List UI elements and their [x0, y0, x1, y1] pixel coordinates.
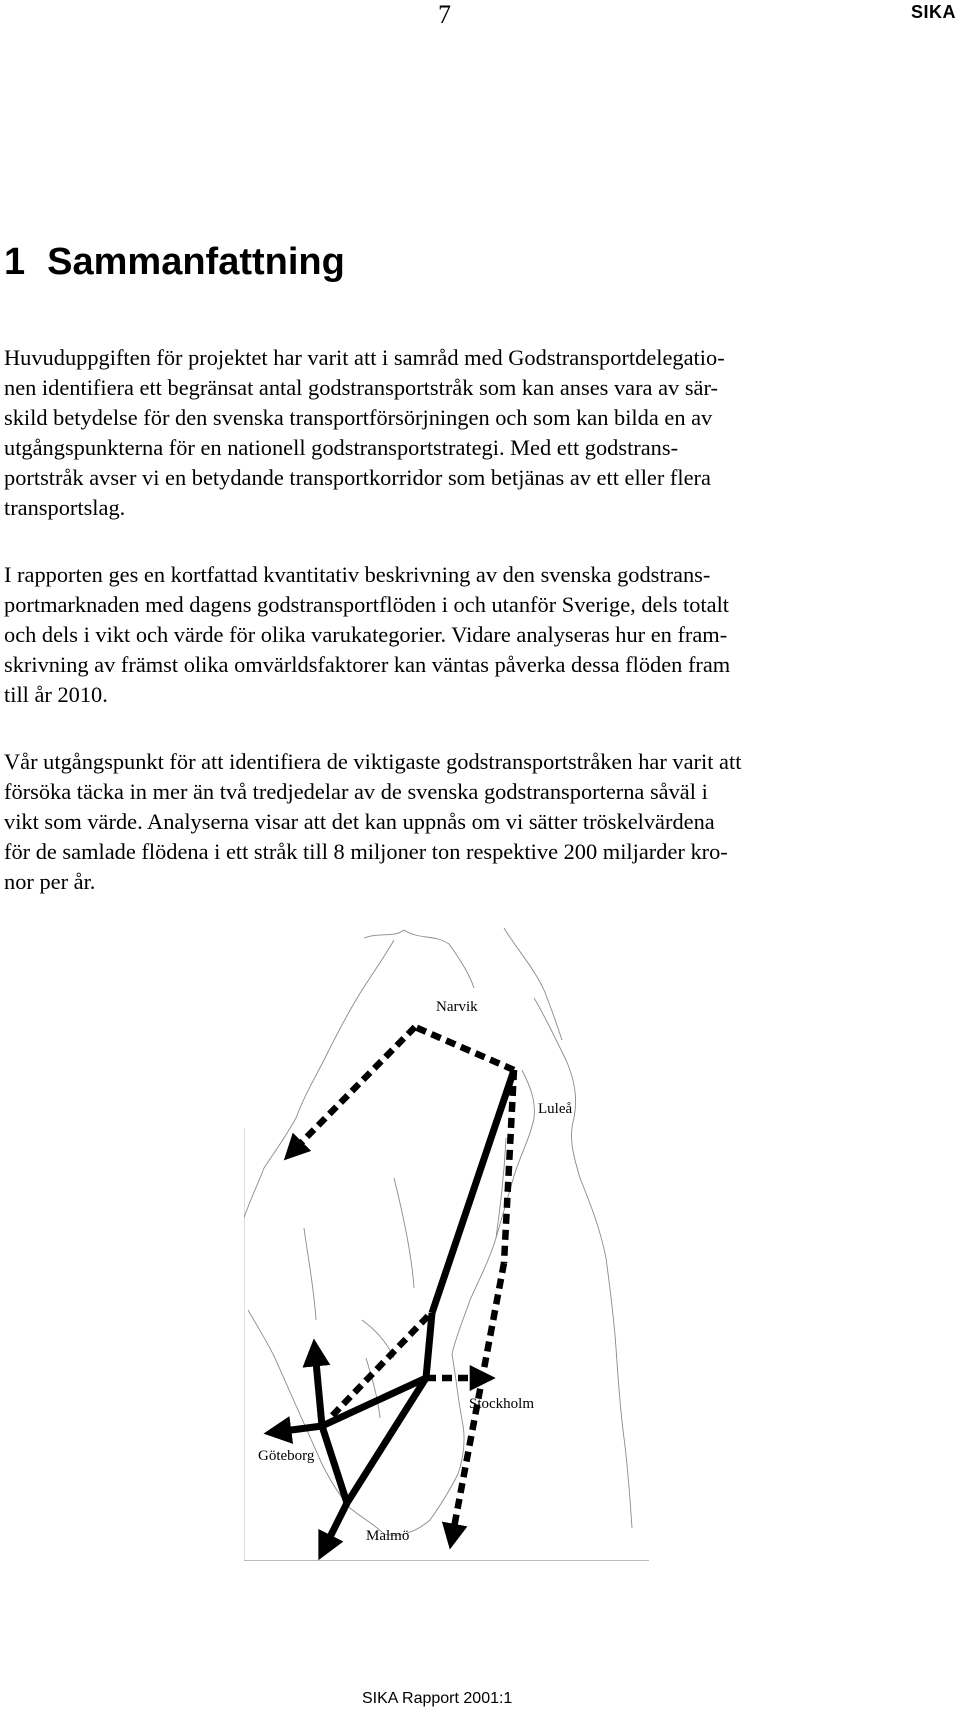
section-number: 1 — [4, 241, 26, 283]
paragraph-line: försöka täcka in mer än två tredjedelar av de svenska godstransporterna såväl i — [4, 779, 708, 804]
solid-corridors — [276, 1070, 514, 1549]
paragraph-1 — [4, 343, 884, 523]
paragraph-line: portmarknaden med dagens godstransportflöden i och utanför Sverige, dels totalt — [4, 592, 730, 617]
paragraph-line: till år 2010. — [4, 682, 108, 707]
route-lulea-narvik — [415, 1027, 514, 1070]
corridor-map-svg — [244, 928, 649, 1561]
paragraph-line: nor per år. — [4, 869, 96, 894]
border-norway-sweden — [394, 1178, 414, 1288]
route-goteborg-west — [276, 1426, 322, 1432]
section-heading — [4, 238, 345, 286]
brand-label: SIKA — [910, 2, 956, 22]
paragraph-3 — [4, 747, 884, 897]
paragraph-line: vikt som värde. Analyserna visar att det kan uppnås om vi sätter tröskelvärdena — [4, 809, 715, 834]
map-coastlines — [244, 928, 632, 1535]
route-narvik-coast — [292, 1027, 415, 1152]
route-goteborg-north — [315, 1351, 322, 1426]
paragraph-line: skild betydelse för den svenska transportförsörjningen och som kan bilda en av — [4, 405, 713, 430]
paragraph-line: Huvuduppgiften för projektet har varit att i samråd med Godstransportdelegatio- — [4, 345, 725, 370]
route-sundsvall-stockholm — [426, 1313, 432, 1378]
footer-report: SIKA Rapport 2001:1 — [362, 1690, 513, 1707]
paragraph-line: I rapporten ges en kortfattad kvantitativ beskrivning av den svenska godstrans- — [4, 562, 711, 587]
paragraph-line: nen identifiera ett begränsat antal godstransportstråk som kan anses vara av sär- — [4, 375, 718, 400]
paragraph-line: skrivning av främst olika omvärldsfaktorer kan väntas påverka dessa flöden fram — [4, 652, 731, 677]
coast-north-norway — [364, 930, 474, 988]
coast-norway-west — [244, 940, 394, 1218]
paragraph-line: och dels i vikt och värde för olika varukategorier. Vidare analyseras hur en fram- — [4, 622, 728, 647]
coast-norway-south — [304, 1228, 316, 1320]
paragraph-2 — [4, 560, 884, 710]
coast-finland-south — [580, 1178, 632, 1528]
dashed-corridors — [292, 1027, 514, 1538]
city-label-goteborg: Göteborg — [258, 1448, 315, 1464]
city-label-malmo: Malmö — [366, 1528, 410, 1544]
city-label-stockholm: Stockholm — [469, 1396, 535, 1412]
city-label-narvik: Narvik — [436, 999, 478, 1015]
page-number: 7 — [438, 0, 451, 29]
corridor-map — [244, 928, 649, 1561]
paragraph-line: för de samlade flödena i ett stråk till 8 miljoner ton respektive 200 miljarder kro- — [4, 839, 728, 864]
route-malmo-south — [324, 1503, 347, 1549]
coast-sweden-west — [248, 1310, 384, 1534]
city-label-lulea: Luleå — [538, 1101, 573, 1117]
route-goteborg-malmo — [322, 1426, 347, 1503]
section-title: Sammanfattning — [47, 241, 345, 283]
border-finland-north — [504, 928, 562, 1040]
paragraph-line: Vår utgångspunkt för att identifiera de viktigaste godstransportstråken har varit att — [4, 749, 742, 774]
paragraph-line: transportslag. — [4, 495, 126, 520]
paragraph-line: utgångspunkterna för en nationell godstransportstrategi. Med ett godstrans- — [4, 435, 679, 460]
paragraph-line: portstråk avser vi en betydande transportkorridor som betjänas av ett eller flera — [4, 465, 711, 490]
